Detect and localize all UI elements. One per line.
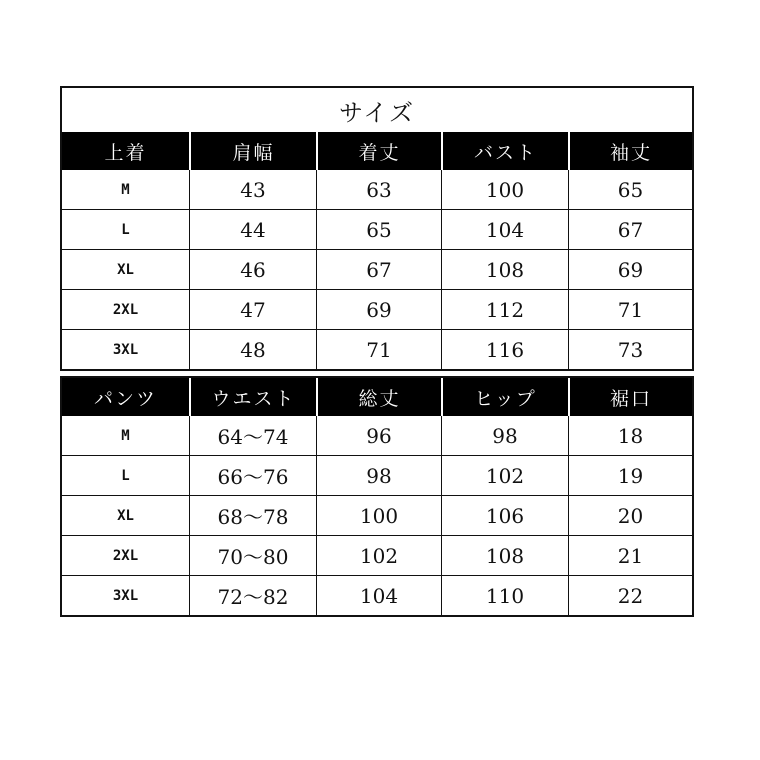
size-cell: L: [121, 221, 130, 238]
pants-size-table: [60, 376, 694, 617]
value-cell: 46: [189, 250, 316, 289]
header-cell-garment: 上着: [62, 132, 189, 170]
size-cell: M: [121, 427, 130, 444]
value-cell: 65: [316, 210, 441, 249]
value-cell: 102: [441, 456, 568, 495]
value-cell: 106: [441, 496, 568, 535]
header-cell-bust: バスト: [441, 132, 568, 170]
value-cell: 19: [568, 456, 692, 495]
value-cell: 98: [316, 456, 441, 495]
value-cell: 108: [441, 536, 568, 575]
table-row: [62, 209, 692, 249]
value-cell: 20: [568, 496, 692, 535]
value-cell: 69: [568, 250, 692, 289]
value-cell: 71: [316, 330, 441, 369]
header-cell-hip: ヒップ: [441, 378, 568, 416]
value-cell: 73: [568, 330, 692, 369]
table-title: サイズ: [338, 98, 416, 127]
value-cell: 96: [316, 416, 441, 455]
table-header-row: [62, 378, 692, 416]
value-cell: 112: [441, 290, 568, 329]
value-cell: 22: [568, 576, 692, 615]
size-cell: 3XL: [112, 341, 139, 358]
value-cell: 100: [441, 170, 568, 209]
table-row: [62, 535, 692, 575]
value-cell: 48: [189, 330, 316, 369]
value-cell: 69: [316, 290, 441, 329]
header-cell-sleeve: 袖丈: [568, 132, 692, 170]
value-cell: 44: [189, 210, 316, 249]
size-cell: M: [121, 181, 130, 198]
value-cell: 108: [441, 250, 568, 289]
value-cell: 64～74: [189, 416, 316, 455]
table-row: [62, 249, 692, 289]
value-cell: 63: [316, 170, 441, 209]
value-cell: 65: [568, 170, 692, 209]
value-cell: 104: [316, 576, 441, 615]
value-cell: 67: [316, 250, 441, 289]
size-cell: 2XL: [112, 547, 139, 564]
value-cell: 98: [441, 416, 568, 455]
value-cell: 100: [316, 496, 441, 535]
table-row: [62, 289, 692, 329]
header-cell-length: 着丈: [316, 132, 441, 170]
table-row: [62, 416, 692, 455]
header-cell-garment: パンツ: [62, 378, 189, 416]
value-cell: 71: [568, 290, 692, 329]
value-cell: 47: [189, 290, 316, 329]
table-row: [62, 455, 692, 495]
table-row: [62, 329, 692, 369]
value-cell: 43: [189, 170, 316, 209]
value-cell: 68～78: [189, 496, 316, 535]
size-cell: 3XL: [112, 587, 139, 604]
table-header-row: [62, 132, 692, 170]
header-cell-waist: ウエスト: [189, 378, 316, 416]
value-cell: 67: [568, 210, 692, 249]
value-cell: 116: [441, 330, 568, 369]
jacket-size-table: [60, 86, 694, 371]
size-cell: L: [121, 467, 130, 484]
header-cell-total-length: 総丈: [316, 378, 441, 416]
header-cell-hem: 裾口: [568, 378, 692, 416]
table-row: [62, 575, 692, 615]
value-cell: 21: [568, 536, 692, 575]
value-cell: 70～80: [189, 536, 316, 575]
value-cell: 66～76: [189, 456, 316, 495]
table-row: [62, 170, 692, 209]
size-cell: XL: [117, 507, 134, 524]
value-cell: 102: [316, 536, 441, 575]
table-row: [62, 495, 692, 535]
value-cell: 110: [441, 576, 568, 615]
header-cell-shoulder: 肩幅: [189, 132, 316, 170]
size-cell: XL: [117, 261, 134, 278]
value-cell: 18: [568, 416, 692, 455]
size-cell: 2XL: [112, 301, 139, 318]
value-cell: 72～82: [189, 576, 316, 615]
value-cell: 104: [441, 210, 568, 249]
